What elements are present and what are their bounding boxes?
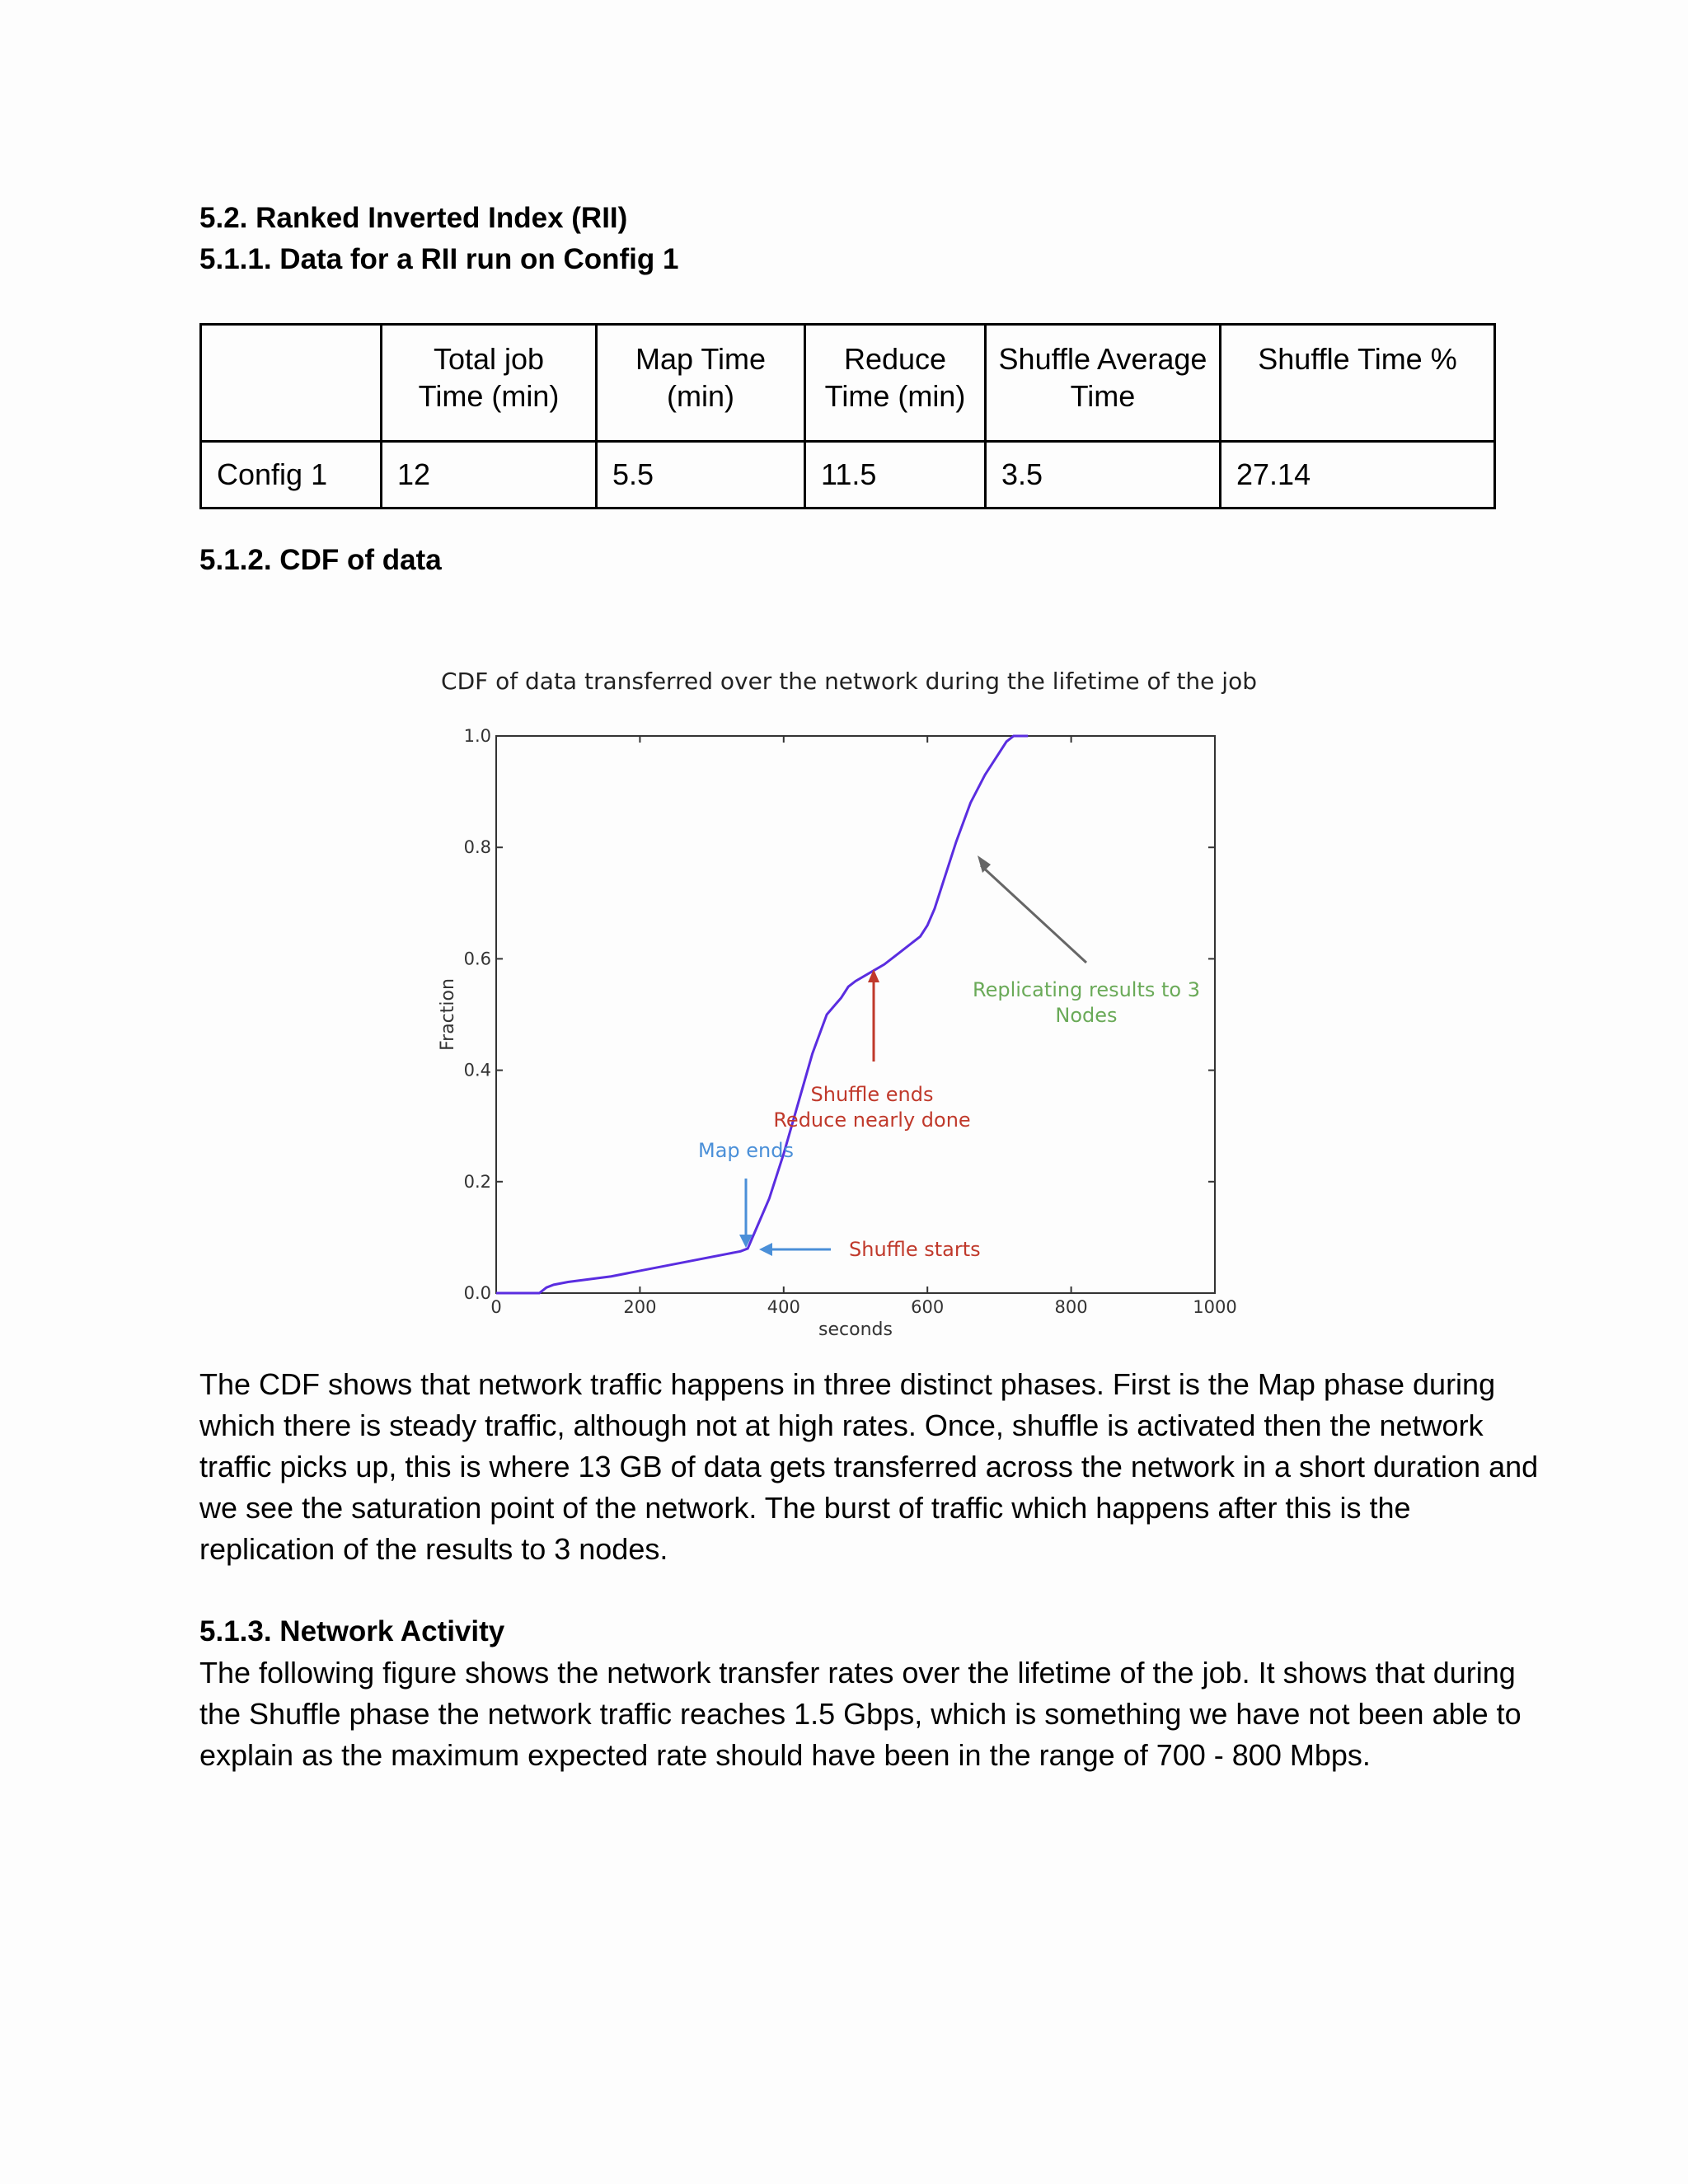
x-tick-label: 200 xyxy=(623,1297,657,1317)
subsection-heading-cdf: 5.1.2. CDF of data xyxy=(199,544,442,576)
config-table xyxy=(199,323,1496,509)
annotation-arrows xyxy=(739,855,1086,1256)
table-header-cell: Shuffle Average Time xyxy=(986,325,1221,442)
table-cell: 27.14 xyxy=(1221,442,1495,509)
x-tick-label: 0 xyxy=(490,1297,502,1317)
table-header-cell: Reduce Time (min) xyxy=(805,325,986,442)
y-tick-label: 0.2 xyxy=(463,1171,491,1192)
x-tick-label: 800 xyxy=(1054,1297,1088,1317)
table-header-cell: Shuffle Time % xyxy=(1221,325,1495,442)
table-cell: Config 1 xyxy=(201,442,382,509)
cdf-series-line xyxy=(496,736,1028,1293)
table-header-cell: Map Time (min) xyxy=(597,325,805,442)
y-axis-label: Fraction xyxy=(438,978,458,1051)
x-tick-label: 400 xyxy=(767,1297,800,1317)
subsection-heading-network: 5.1.3. Network Activity xyxy=(199,1615,505,1647)
table-cell: 11.5 xyxy=(805,442,986,509)
annotation-shuffle-ends: Shuffle ends xyxy=(810,1083,934,1106)
network-paragraph: The following figure shows the network transfer rates over the lifetime of the job. It shows that during the Shuffle phase the network traffic reaches 1.5 Gbps, which is something we have not been able to explain as the maximum expected rate should have been in the range of 700 - 800 Mbps. xyxy=(199,1656,1522,1772)
x-tick-label: 600 xyxy=(911,1297,945,1317)
table-cell: 5.5 xyxy=(597,442,805,509)
table-header-cell xyxy=(201,325,382,442)
x-tick-label: 1000 xyxy=(1193,1297,1237,1317)
y-tick-label: 0.8 xyxy=(463,837,491,858)
cdf-chart xyxy=(412,659,1286,1343)
x-axis-label: seconds xyxy=(818,1319,893,1340)
section-heading: 5.2. Ranked Inverted Index (RII) xyxy=(199,202,628,234)
annotation-nodes: Nodes xyxy=(1055,1004,1118,1027)
table-cell: 12 xyxy=(382,442,597,509)
annotation-map-ends: Map ends xyxy=(698,1139,794,1162)
annotation-reduce-nearly-done: Reduce nearly done xyxy=(773,1108,971,1132)
chart-title: CDF of data transferred over the network during the lifetime of the job xyxy=(441,668,1257,695)
y-tick-label: 0.4 xyxy=(463,1060,491,1080)
table-header-cell: Total job Time (min) xyxy=(382,325,597,442)
annotation-shuffle-starts: Shuffle starts xyxy=(849,1238,981,1261)
subsection-heading-data: 5.1.1. Data for a RII run on Config 1 xyxy=(199,243,679,275)
replication-arrowhead xyxy=(978,855,991,873)
y-tick-label: 0.0 xyxy=(463,1283,491,1303)
annotation-replicating: Replicating results to 3 xyxy=(972,978,1201,1001)
cdf-paragraph: The CDF shows that network traffic happens in three distinct phases. First is the Map phase during which there is steady traffic, although not at high rates. Once, shuffle is activated then the network traffic picks up, this is where 13 GB of data gets transferred across the network in a short duration and we see the saturation point of the network. The burst of traffic which happens after this is the replication of the results to 3 nodes. xyxy=(199,1367,1539,1566)
shuffle-starts-arrowhead xyxy=(759,1243,772,1256)
table-cell: 3.5 xyxy=(986,442,1221,509)
shuffle-ends-arrowhead xyxy=(868,969,879,982)
y-tick-label: 1.0 xyxy=(463,726,491,746)
axis-ticks xyxy=(464,726,1237,1317)
y-tick-label: 0.6 xyxy=(463,949,491,969)
replication-arrow xyxy=(981,865,1086,963)
table-row xyxy=(201,442,1495,509)
table-header-row xyxy=(201,325,1495,442)
